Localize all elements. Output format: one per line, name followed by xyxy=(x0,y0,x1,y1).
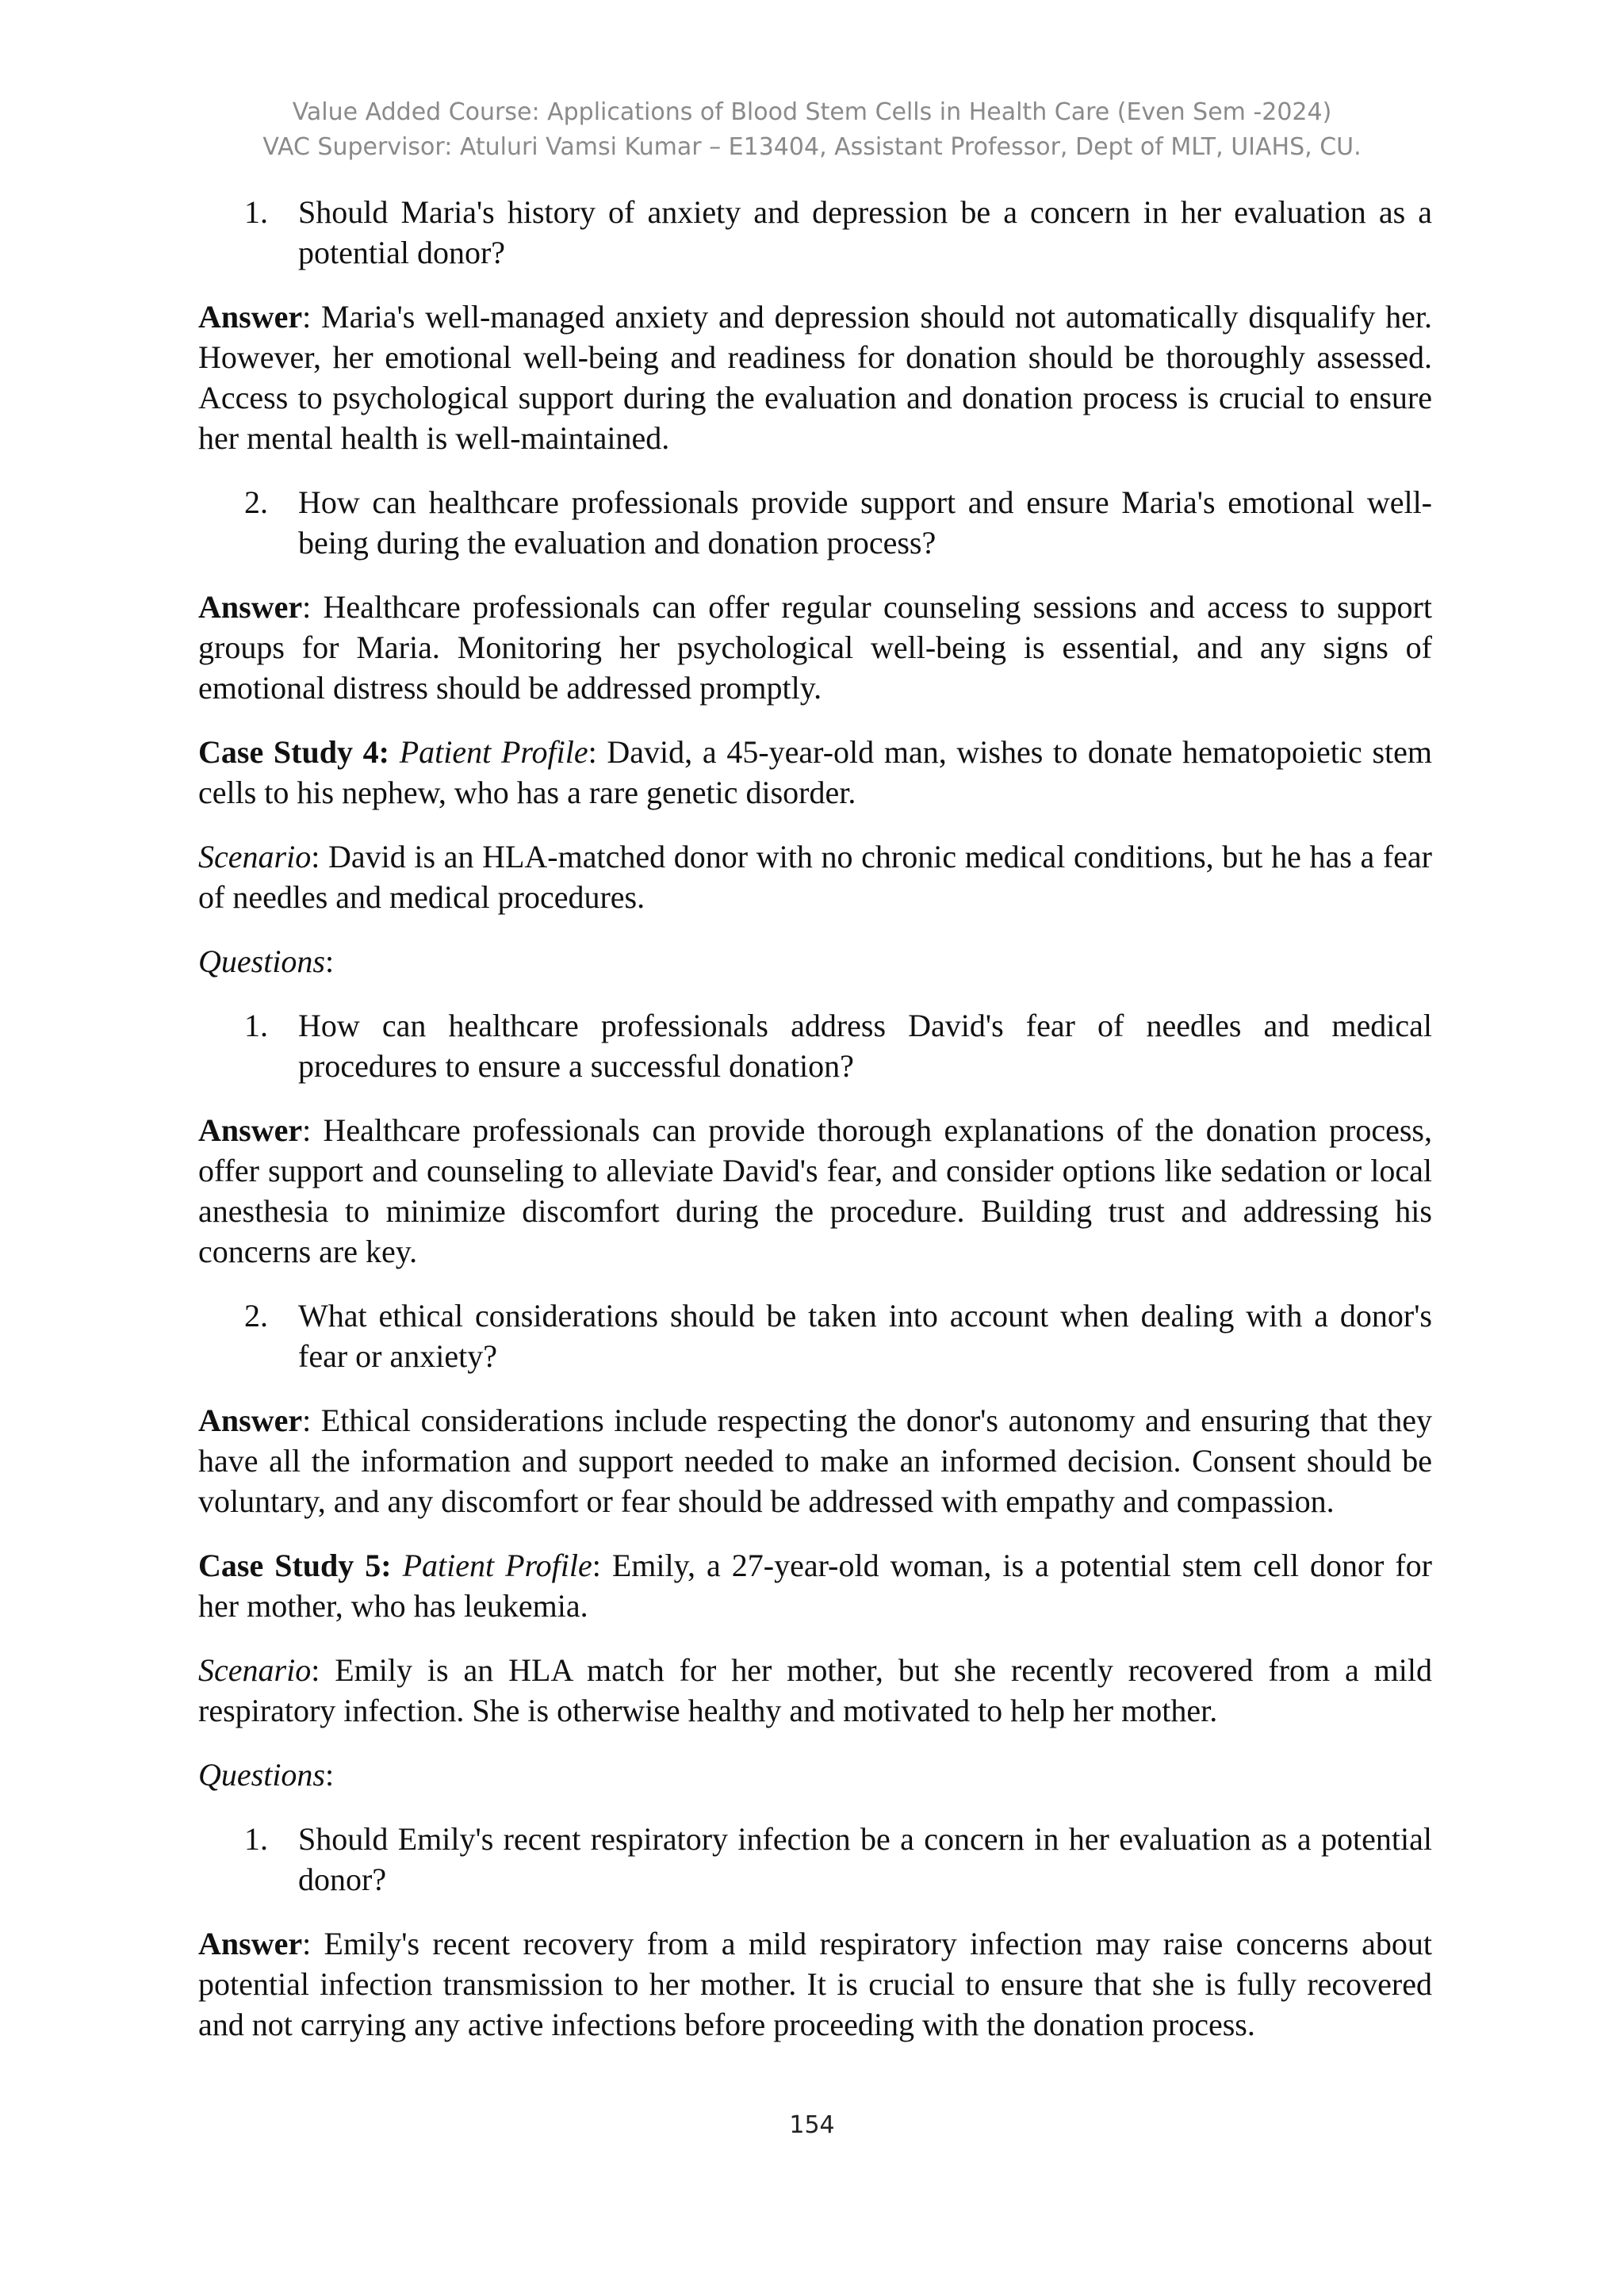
question-number: 2. xyxy=(244,484,268,520)
questions-label: Questions xyxy=(198,1757,325,1793)
case-study-title: Case Study 4: xyxy=(198,734,390,770)
answer-text: : Healthcare professionals can provide thorough explanations of the donation process, offer support and counseling to alleviate David's fear, and consider options like sedation or local anesthesia to minimize discomfort during the procedure. Building trust and addressing his concerns are key. xyxy=(198,1112,1432,1269)
answer-text: : Maria's well-managed anxiety and depression should not automatically disqualify her. However, her emotional well-being and readiness for donation should be thoroughly assessed. Access to psychological support during the evaluation and donation process is crucial to ensure her mental health is well-maintained. xyxy=(198,299,1432,456)
case-study-5-scenario xyxy=(198,1650,1432,1731)
case-study-4-profile xyxy=(198,732,1432,813)
scenario-label: Scenario xyxy=(198,1652,312,1688)
answer-label: Answer xyxy=(198,299,303,335)
running-header xyxy=(0,95,1624,165)
answer-paragraph xyxy=(198,587,1432,708)
question-text: How can healthcare professionals address David's fear of needles and medical procedures to ensure a successful donation? xyxy=(298,1008,1432,1084)
scenario-text: : David is an HLA-matched donor with no chronic medical conditions, but he has a fear of needles and medical procedures. xyxy=(198,839,1432,915)
answer-text: : Healthcare professionals can offer regular counseling sessions and access to support groups for Maria. Monitoring her psychological well-being is essential, and any signs of emotional distress should be addressed promptly. xyxy=(198,589,1432,706)
page-body xyxy=(198,192,1432,2068)
question-item xyxy=(198,1819,1432,1900)
case-study-4-scenario xyxy=(198,836,1432,917)
question-number: 2. xyxy=(244,1298,268,1334)
answer-label: Answer xyxy=(198,1402,303,1438)
answer-paragraph xyxy=(198,1400,1432,1521)
patient-profile-label: Patient Profile xyxy=(399,734,588,770)
question-text: What ethical considerations should be taken into account when dealing with a donor's fear or anxiety? xyxy=(298,1298,1432,1374)
profile-text: : David, a 45-year-old man, wishes to donate hematopoietic stem cells to his nephew, who has a rare genetic disorder. xyxy=(198,734,1433,810)
question-item xyxy=(198,482,1432,563)
answer-text: : Ethical considerations include respecting the donor's autonomy and ensuring that they have all the information and support needed to make an informed decision. Consent should be voluntary, and any discomfort or fear should be addressed with empathy and compassion. xyxy=(198,1402,1432,1519)
question-number: 1. xyxy=(244,194,268,230)
header-course-title: Value Added Course: Applications of Blood Stem Cells in Health Care (Even Sem -2024) xyxy=(292,98,1332,126)
answer-paragraph xyxy=(198,1923,1432,2045)
answer-paragraph xyxy=(198,1110,1432,1272)
question-item xyxy=(198,1005,1432,1086)
answer-paragraph xyxy=(198,297,1432,458)
questions-heading: Questions: xyxy=(198,943,335,979)
case-study-title: Case Study 5: xyxy=(198,1548,392,1583)
question-text: Should Emily's recent respiratory infection be a concern in her evaluation as a potential donor? xyxy=(298,1821,1432,1897)
question-number: 1. xyxy=(244,1008,268,1043)
answer-label: Answer xyxy=(198,1112,303,1148)
case-study-5-profile xyxy=(198,1545,1432,1626)
answer-label: Answer xyxy=(198,1926,303,1961)
profile-text: : Emily, a 27-year-old woman, is a potential stem cell donor for her mother, who has leukemia. xyxy=(198,1548,1432,1624)
questions-label: Questions xyxy=(198,943,325,979)
scenario-text: : Emily is an HLA match for her mother, but she recently recovered from a mild respiratory infection. She is otherwise healthy and motivated to help her mother. xyxy=(198,1652,1432,1728)
question-text: How can healthcare professionals provide support and ensure Maria's emotional well-being during the evaluation and donation process? xyxy=(298,484,1432,561)
questions-heading: Questions: xyxy=(198,1757,335,1793)
header-supervisor: VAC Supervisor: Atuluri Vamsi Kumar – E13404, Assistant Professor, Dept of MLT, UIAHS, CU. xyxy=(262,133,1362,161)
question-number: 1. xyxy=(244,1821,268,1857)
question-item xyxy=(198,192,1432,273)
answer-label: Answer xyxy=(198,589,303,625)
page-number: 154 xyxy=(789,2111,835,2139)
scenario-label: Scenario xyxy=(198,839,312,874)
question-item xyxy=(198,1295,1432,1376)
question-text: Should Maria's history of anxiety and depression be a concern in her evaluation as a potential donor? xyxy=(298,194,1432,270)
answer-text: : Emily's recent recovery from a mild respiratory infection may raise concerns about potential infection transmission to her mother. It is crucial to ensure that she is fully recovered and not carrying any active infections before proceeding with the donation process. xyxy=(198,1926,1432,2042)
patient-profile-label: Patient Profile xyxy=(402,1548,592,1583)
